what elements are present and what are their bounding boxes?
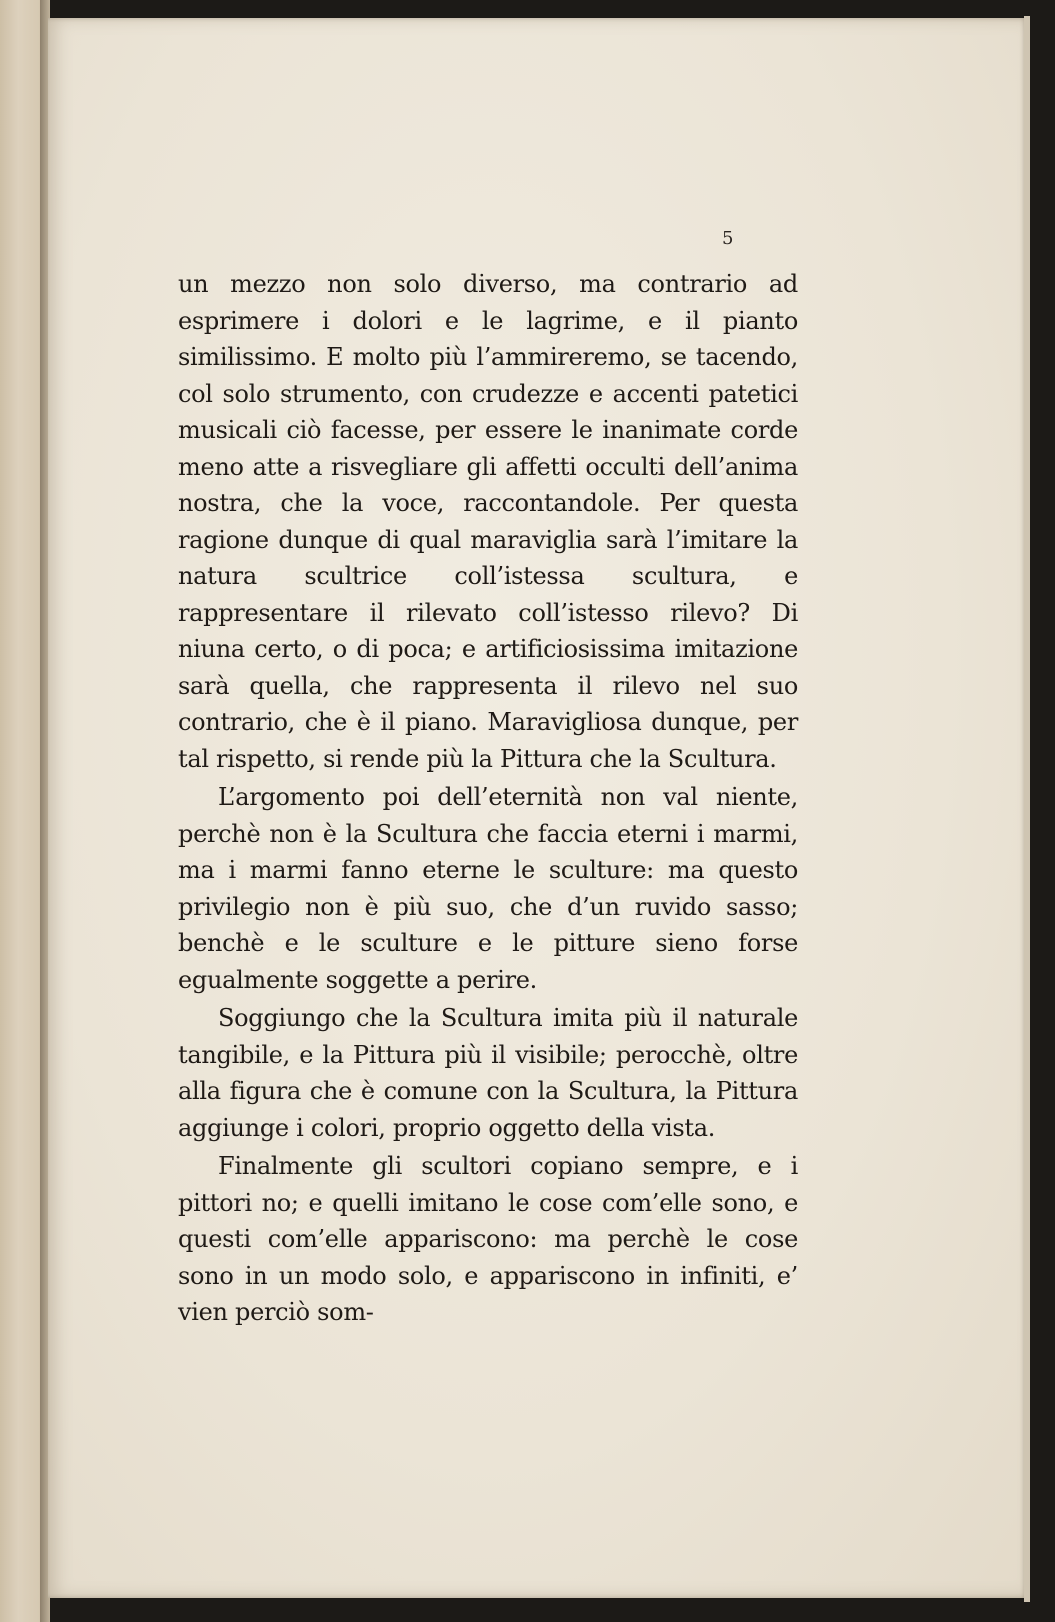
paragraph: Finalmente gli scultori copiano sempre, e i pittori no; e quelli imitano le cose com’elle sono, e questi com’elle appariscono: ma perchè le cose sono in un modo solo, e appariscono in infiniti, e’ vien perciò som- — [178, 1152, 798, 1326]
body-text — [178, 266, 798, 1331]
page-edge — [1024, 16, 1030, 1602]
paragraph: L’argomento poi dell’eternità non val niente, perchè non è la Scultura che faccia eterni i marmi, ma i marmi fanno eterne le sculture: ma questo privilegio non è più suo, che d’un ruvido sasso; benchè e le sculture e le pitture sieno forse egualmente soggette a perire. — [178, 783, 798, 994]
page-number: 5 — [722, 228, 734, 249]
paragraph: Soggiungo che la Scultura imita più il naturale tangibile, e la Pittura più il visibile; perocchè, oltre alla figura che è comune con la Scultura, la Pittura aggiunge i colori, proprio oggetto della vista. — [178, 1004, 798, 1142]
paragraph: un mezzo non solo diverso, ma contrario ad esprimere i dolori e le lagrime, e il pianto similissimo. E molto più l’ammireremo, se tacendo, col solo strumento, con crudezze e accenti patetici musicali ciò facesse, per essere le inanimate corde meno atte a risvegliare gli affetti occulti dell’anima nostra, che la voce, raccontandole. Per questa ragione dunque di qual maraviglia sarà l’imitare la natura scultrice coll’istessa scultura, e rappresentare il rilevato coll’istesso rilevo? Di niuna certo, o di poca; e artificiosissima imitazione sarà quella, che rappresenta il rilevo nel suo contrario, che è il piano. Maravigliosa dunque, per tal rispetto, si rende più la Pittura che la Scultura. — [178, 270, 798, 773]
